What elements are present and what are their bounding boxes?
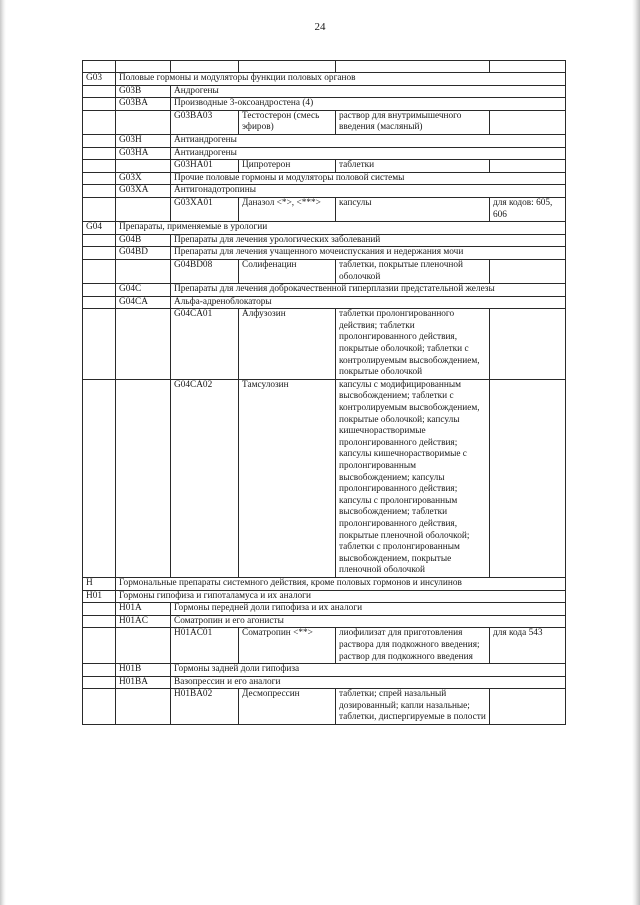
note-cell bbox=[490, 309, 566, 380]
page-number: 24 bbox=[314, 21, 326, 33]
drug-name-cell: Солифенацин bbox=[239, 259, 336, 283]
empty-cell bbox=[116, 197, 171, 221]
empty-cell bbox=[83, 197, 116, 221]
empty-cell bbox=[83, 664, 116, 677]
dosage-form-cell: таблетки; спрей назальный дозированный; капли назальные; таблетки, диспергируемые в полости bbox=[336, 689, 490, 725]
drug-name-cell: Тестостерон (смесь эфиров) bbox=[239, 110, 336, 134]
subgroup-label-cell: Андрогены bbox=[171, 85, 566, 98]
group-label-cell: Препараты, применяемые в урологии bbox=[116, 222, 566, 235]
subgroup-row bbox=[83, 134, 566, 147]
table-cell bbox=[171, 61, 239, 73]
scan-edge-right bbox=[632, 0, 640, 905]
subgroup-row bbox=[83, 676, 566, 689]
group-row bbox=[83, 73, 566, 86]
note-cell bbox=[490, 689, 566, 725]
note-cell bbox=[490, 110, 566, 134]
table-cell bbox=[239, 61, 336, 73]
subgroup-code-cell: G03HA bbox=[116, 147, 171, 160]
drug-name-cell: Десмопрессин bbox=[239, 689, 336, 725]
drug-name-cell: Даназол <*>, <***> bbox=[239, 197, 336, 221]
subgroup-row bbox=[83, 615, 566, 628]
subgroup-code-cell: G04CA bbox=[116, 296, 171, 309]
subgroup-code-cell: G03XA bbox=[116, 185, 171, 198]
dosage-form-cell: таблетки пролонгированного действия; таблетки пролонгированного действия, покрытые оболочкой; таблетки с контролируемым высвобождением, покрытые оболочкой bbox=[336, 309, 490, 380]
group-code-cell: H bbox=[83, 577, 116, 590]
subgroup-label-cell: Препараты для лечения доброкачественной гиперплазии предстательной железы bbox=[171, 284, 566, 297]
atc-code-cell: G03XA01 bbox=[171, 197, 239, 221]
note-cell bbox=[490, 259, 566, 283]
note-cell: для кодов: 605, 606 bbox=[490, 197, 566, 221]
subgroup-code-cell: G03H bbox=[116, 134, 171, 147]
subgroup-row bbox=[83, 247, 566, 260]
subgroup-code-cell: H01BA bbox=[116, 676, 171, 689]
note-cell bbox=[490, 379, 566, 577]
subgroup-code-cell: G04B bbox=[116, 234, 171, 247]
note-cell: для кода 543 bbox=[490, 628, 566, 664]
empty-cell bbox=[83, 160, 116, 173]
subgroup-row bbox=[83, 147, 566, 160]
group-row bbox=[83, 577, 566, 590]
drug-row bbox=[83, 379, 566, 577]
drug-row bbox=[83, 689, 566, 725]
empty-cell bbox=[116, 628, 171, 664]
subgroup-code-cell: G03B bbox=[116, 85, 171, 98]
empty-cell bbox=[83, 234, 116, 247]
dosage-form-cell: таблетки, покрытые пленочной оболочкой bbox=[336, 259, 490, 283]
group-code-cell: G04 bbox=[83, 222, 116, 235]
table-body bbox=[83, 61, 566, 725]
dosage-form-cell: раствор для внутримышечного введения (масляный) bbox=[336, 110, 490, 134]
group-code-cell: G03 bbox=[83, 73, 116, 86]
empty-cell bbox=[83, 185, 116, 198]
drug-name-cell: Соматропин <**> bbox=[239, 628, 336, 664]
subgroup-label-cell: Альфа-адреноблокаторы bbox=[171, 296, 566, 309]
subgroup-row bbox=[83, 185, 566, 198]
group-code-cell: H01 bbox=[83, 590, 116, 603]
scan-edge-left bbox=[0, 0, 6, 905]
subgroup-label-cell: Производные 3-оксоандростена (4) bbox=[171, 98, 566, 111]
drug-row bbox=[83, 259, 566, 283]
subgroup-code-cell: G04C bbox=[116, 284, 171, 297]
table-blank-header-row bbox=[83, 61, 566, 73]
group-label-cell: Половые гормоны и модуляторы функции половых органов bbox=[116, 73, 566, 86]
empty-cell bbox=[83, 134, 116, 147]
subgroup-code-cell: G03X bbox=[116, 172, 171, 185]
subgroup-label-cell: Гормоны передней доли гипофиза и их аналоги bbox=[171, 603, 566, 616]
subgroup-label-cell: Антиандрогены bbox=[171, 147, 566, 160]
drug-row bbox=[83, 110, 566, 134]
subgroup-row bbox=[83, 284, 566, 297]
empty-cell bbox=[116, 110, 171, 134]
drug-row bbox=[83, 309, 566, 380]
table-cell bbox=[490, 61, 566, 73]
subgroup-code-cell: G03BA bbox=[116, 98, 171, 111]
drug-name-cell: Тамсулозин bbox=[239, 379, 336, 577]
dosage-form-cell: лиофилизат для приготовления раствора для подкожного введения; раствор для подкожного введения bbox=[336, 628, 490, 664]
empty-cell bbox=[83, 85, 116, 98]
drug-name-cell: Ципротерон bbox=[239, 160, 336, 173]
empty-cell bbox=[83, 98, 116, 111]
subgroup-label-cell: Соматропин и его агонисты bbox=[171, 615, 566, 628]
atc-code-cell: G03HA01 bbox=[171, 160, 239, 173]
subgroup-row bbox=[83, 296, 566, 309]
empty-cell bbox=[116, 259, 171, 283]
table-cell bbox=[116, 61, 171, 73]
group-label-cell: Гормональные препараты системного действия, кроме половых гормонов и инсулинов bbox=[116, 577, 566, 590]
empty-cell bbox=[116, 160, 171, 173]
group-label-cell: Гормоны гипофиза и гипоталамуса и их аналоги bbox=[116, 590, 566, 603]
subgroup-label-cell: Препараты для лечения учащенного мочеиспускания и недержания мочи bbox=[171, 247, 566, 260]
drug-row bbox=[83, 628, 566, 664]
drug-row bbox=[83, 197, 566, 221]
subgroup-row bbox=[83, 172, 566, 185]
subgroup-code-cell: H01AC bbox=[116, 615, 171, 628]
note-cell bbox=[490, 160, 566, 173]
subgroup-label-cell: Препараты для лечения урологических заболеваний bbox=[171, 234, 566, 247]
empty-cell bbox=[83, 676, 116, 689]
subgroup-code-cell: H01B bbox=[116, 664, 171, 677]
subgroup-row bbox=[83, 98, 566, 111]
table-cell bbox=[83, 61, 116, 73]
subgroup-row bbox=[83, 85, 566, 98]
empty-cell bbox=[83, 284, 116, 297]
dosage-form-cell: таблетки bbox=[336, 160, 490, 173]
drug-name-cell: Алфузозин bbox=[239, 309, 336, 380]
subgroup-label-cell: Вазопрессин и его аналоги bbox=[171, 676, 566, 689]
empty-cell bbox=[116, 379, 171, 577]
subgroup-label-cell: Гормоны задней доли гипофиза bbox=[171, 664, 566, 677]
subgroup-label-cell: Прочие половые гормоны и модуляторы половой системы bbox=[171, 172, 566, 185]
atc-code-cell: H01AC01 bbox=[171, 628, 239, 664]
subgroup-row bbox=[83, 664, 566, 677]
empty-cell bbox=[116, 689, 171, 725]
empty-cell bbox=[83, 615, 116, 628]
atc-code-cell: G04CA01 bbox=[171, 309, 239, 380]
empty-cell bbox=[116, 309, 171, 380]
atc-code-cell: H01BA02 bbox=[171, 689, 239, 725]
subgroup-row bbox=[83, 234, 566, 247]
subgroup-row bbox=[83, 603, 566, 616]
atc-code-cell: G04BD08 bbox=[171, 259, 239, 283]
atc-code-cell: G04CA02 bbox=[171, 379, 239, 577]
atc-code-cell: G03BA03 bbox=[171, 110, 239, 134]
empty-cell bbox=[83, 603, 116, 616]
empty-cell bbox=[83, 689, 116, 725]
dosage-form-cell: капсулы bbox=[336, 197, 490, 221]
subgroup-code-cell: H01A bbox=[116, 603, 171, 616]
subgroup-label-cell: Антигонадотропины bbox=[171, 185, 566, 198]
empty-cell bbox=[83, 110, 116, 134]
empty-cell bbox=[83, 147, 116, 160]
group-row bbox=[83, 590, 566, 603]
table-cell bbox=[336, 61, 490, 73]
empty-cell bbox=[83, 247, 116, 260]
drug-table bbox=[82, 60, 566, 725]
subgroup-code-cell: G04BD bbox=[116, 247, 171, 260]
subgroup-label-cell: Антиандрогены bbox=[171, 134, 566, 147]
group-row bbox=[83, 222, 566, 235]
drug-row bbox=[83, 160, 566, 173]
empty-cell bbox=[83, 628, 116, 664]
empty-cell bbox=[83, 172, 116, 185]
empty-cell bbox=[83, 259, 116, 283]
empty-cell bbox=[83, 379, 116, 577]
empty-cell bbox=[83, 309, 116, 380]
dosage-form-cell: капсулы с модифицированным высвобождением; таблетки с контролируемым высвобождением, покрытые оболочкой; капсулы кишечнорастворимые пролонгированного действия; капсулы кишечнорастворимые с пролонгированным высвобождением; капсулы пролонгированного действия; капсулы с пролонгированным высвобождением; таблетки пролонгированного действия, покрытые пленочной оболочкой; таблетки с пролонгированным высвобождением, покрытые пленочной оболочкой bbox=[336, 379, 490, 577]
empty-cell bbox=[83, 296, 116, 309]
